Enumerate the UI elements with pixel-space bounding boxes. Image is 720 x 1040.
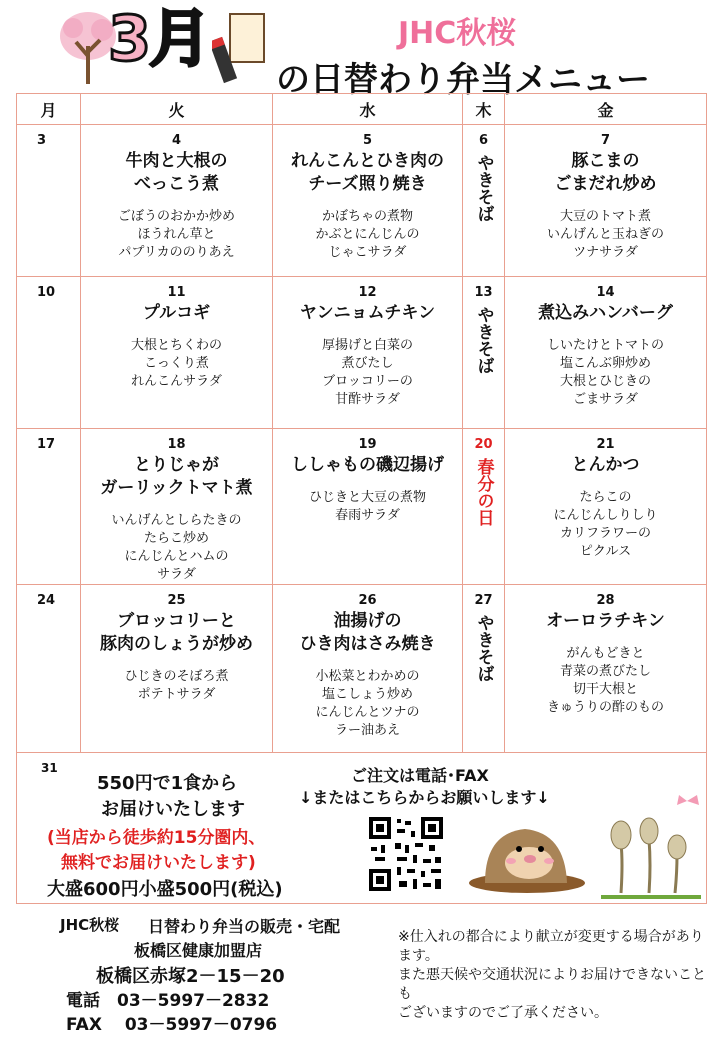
side-dish-line: かぼちゃの煮物 (321, 209, 413, 224)
qr-code[interactable] (367, 815, 445, 893)
price-line1: 550円で1食から (97, 773, 238, 794)
side-dish-line: 甘酢サラダ (335, 392, 400, 407)
weekday-wed: 水 (273, 94, 463, 125)
footer-branch: 板橋区健康加盟店 (134, 941, 263, 960)
page-subtitle: の日替わり弁当メニュー (276, 60, 650, 100)
main-dish-line: とりじゃが (134, 455, 219, 475)
menu-table (16, 93, 707, 904)
main-dish-line: べっこう煮 (134, 174, 219, 194)
side-dishes (273, 668, 462, 740)
side-dish-line: サラダ (157, 567, 196, 582)
side-dish-line: 春雨サラダ (335, 508, 400, 523)
main-dish-line: ガーリックトマト煮 (100, 478, 253, 498)
order-line2: ↓またはこちらからお願いします↓ (299, 788, 550, 807)
side-dish-line: ひじきと大豆の煮物 (308, 490, 426, 505)
menu-cell-wed (273, 277, 463, 429)
monday-cell (17, 277, 81, 429)
notice-line1: ※仕入れの都合により献立が変更する場合があります。 (398, 929, 704, 964)
side-dish-line: パプリカののりあえ (118, 245, 235, 260)
menu-cell-fri (505, 429, 707, 585)
side-dish-line: ブロッコリーの (322, 374, 413, 389)
side-dish-line: こっくり煮 (144, 356, 209, 371)
footer-shop-name: JHC秋桜 (60, 916, 120, 934)
date-number: 27 (474, 593, 493, 608)
notice-line2: また悪天候や交通状況によりお届けできないことも (398, 967, 706, 1002)
month-title: 3月 (108, 2, 210, 75)
menu-cell-thu (463, 585, 505, 753)
side-dish-line: かぶとにんじんの (315, 227, 420, 242)
brand-name: JHC秋桜 (398, 16, 517, 51)
price-line2: お届けいたします (101, 799, 245, 820)
date-31: 31 (41, 761, 58, 775)
main-dish-line: 牛肉と大根の (125, 151, 228, 171)
side-dish-line: ラー油あえ (334, 723, 400, 738)
footer (0, 906, 720, 1040)
menu-cell-thu (463, 277, 505, 429)
side-dish-line: にんじんとツナの (315, 705, 420, 720)
side-dish-line: れんこんサラダ (131, 374, 222, 389)
side-dish-line: じゃこサラダ (328, 245, 407, 260)
week-row-5 (17, 753, 707, 904)
date-number: 24 (37, 593, 56, 608)
date-number: 21 (596, 437, 615, 452)
main-dish (505, 150, 706, 196)
main-dish-line: チーズ照り焼き (308, 174, 427, 194)
menu-cell-tue (81, 277, 273, 429)
side-dish-line: がんもどきと (566, 646, 645, 661)
side-dish-line: いんげんとしらたきの (111, 513, 242, 528)
date-number: 25 (167, 593, 186, 608)
date-number: 7 (600, 133, 611, 148)
header (0, 0, 720, 100)
side-dishes (505, 208, 706, 262)
side-dishes (505, 645, 706, 717)
side-dish-line: ツナサラダ (573, 245, 638, 260)
main-dish (505, 610, 706, 633)
side-dishes (273, 208, 462, 262)
weekday-thu: 木 (463, 94, 505, 125)
main-dish (505, 302, 706, 325)
side-dish-line: いんげんと玉ねぎの (546, 227, 664, 242)
main-dish (81, 454, 272, 500)
thursday-menu: やきそば (473, 614, 494, 682)
menu-cell-tue (81, 125, 273, 277)
butterbur-sprouts-icon (591, 793, 711, 903)
date-number: 17 (37, 437, 56, 452)
side-dish-line: たらこの (579, 490, 632, 505)
side-dish-line: 大豆のトマト煮 (559, 209, 651, 224)
main-dish-line: 煮込みハンバーグ (538, 303, 673, 323)
footer-tel[interactable]: 電話 03－5997－2832 (66, 991, 270, 1011)
main-dish (81, 150, 272, 196)
main-dish-line: とんかつ (571, 455, 640, 475)
side-dish-line: 青菜の煮びたし (559, 664, 651, 679)
week-row-4 (17, 585, 707, 753)
main-dish-line: れんこんとひき肉の (291, 151, 444, 171)
date-number: 11 (167, 285, 186, 300)
menu-cell-thu (463, 429, 505, 585)
main-dish-line: プルコギ (142, 303, 211, 323)
thursday-menu: やきそば (473, 154, 494, 222)
monday-cell (17, 585, 81, 753)
side-dish-line: 大根とちくわの (130, 338, 222, 353)
menu-cell-fri (505, 125, 707, 277)
main-dish (273, 302, 462, 325)
side-dish-line: にんじんしりしり (553, 508, 658, 523)
thursday-menu: やきそば (473, 306, 494, 374)
menu-cell-fri (505, 277, 707, 429)
date-number: 6 (478, 133, 489, 148)
main-dish (81, 610, 272, 656)
side-dishes (505, 489, 706, 561)
menu-cell-fri (505, 585, 707, 753)
side-dishes (505, 337, 706, 409)
date-number: 18 (167, 437, 186, 452)
menu-cell-wed (273, 585, 463, 753)
menu-cell-tue (81, 585, 273, 753)
side-dishes (273, 489, 462, 525)
side-dish-line: ほうれん草と (137, 227, 216, 242)
side-dish-line: たらこ炒め (143, 531, 209, 546)
main-dish-line: 油揚げの (333, 611, 402, 631)
notice-line3: ございますのでご了承ください。 (398, 1005, 608, 1021)
weekday-header-row (17, 94, 707, 125)
main-dish (81, 302, 272, 325)
main-dish-line: 豚こまの (571, 151, 640, 171)
side-dish-line: 塩こしょう炒め (321, 687, 413, 702)
main-dish-line: ブロッコリーと (117, 611, 236, 631)
side-dishes (81, 668, 272, 704)
thursday-menu: 春分の日 (473, 458, 494, 526)
main-dish-line: 豚肉のしょうが炒め (100, 634, 253, 654)
week-row-3 (17, 429, 707, 585)
side-dishes (273, 337, 462, 409)
side-dish-line: ピクルス (579, 544, 632, 559)
delivery-line2: 無料でお届けいたします) (61, 853, 256, 873)
weekday-mon: 月 (17, 94, 81, 125)
side-dish-line: 小松菜とわかめの (315, 669, 420, 684)
menu-cell-wed (273, 429, 463, 585)
week-row-1 (17, 125, 707, 277)
main-dish-line: ひき肉はさみ焼き (299, 634, 436, 654)
side-dish-line: ポテトサラダ (137, 687, 216, 702)
date-number: 5 (362, 133, 373, 148)
date-number: 10 (37, 285, 56, 300)
weekday-fri: 金 (505, 94, 707, 125)
footer-notice (398, 928, 708, 1023)
calligraphy-brush-icon (212, 8, 272, 88)
side-dish-line: 塩こんぶ卵炒め (559, 356, 651, 371)
side-dish-line: 煮びたし (341, 356, 394, 371)
main-dish (273, 610, 462, 656)
date-number: 20 (474, 437, 493, 452)
date-number: 12 (358, 285, 377, 300)
main-dish (273, 150, 462, 196)
date-number: 4 (171, 133, 182, 148)
date-number: 14 (596, 285, 615, 300)
date-number: 13 (474, 285, 493, 300)
monday-cell (17, 429, 81, 585)
side-dish-line: カリフラワーの (559, 526, 651, 541)
side-dish-line: 厚揚げと白菜の (321, 338, 413, 353)
side-dish-line: ごぼうのおかか炒め (117, 209, 235, 224)
side-dish-line: 切干大根と (572, 682, 638, 697)
side-dish-line: きゅうりの酢のもの (546, 700, 664, 715)
size-prices: 大盛600円小盛500円(税込) (47, 879, 283, 900)
main-dish-line: ししゃもの磯辺揚げ (291, 455, 444, 475)
side-dishes (81, 337, 272, 391)
footer-fax: FAX 03－5997－0796 (66, 1015, 278, 1035)
side-dish-line: にんじんとハムの (124, 549, 229, 564)
side-dish-line: しいたけとトマトの (546, 338, 664, 353)
week-row-2 (17, 277, 707, 429)
main-dish (505, 454, 706, 477)
order-line1: ご注文は電話･FAX (351, 766, 489, 785)
mole-illustration-icon (467, 813, 587, 893)
menu-cell-wed (273, 125, 463, 277)
weekday-tue: 火 (81, 94, 273, 125)
side-dish-line: ひじきのそぼろ煮 (124, 669, 229, 684)
main-dish (273, 454, 462, 477)
delivery-line1: (当店から徒歩約15分圏内、 (47, 828, 266, 848)
footer-address: 板橋区赤塚2－15－20 (96, 966, 285, 987)
date-number: 19 (358, 437, 377, 452)
side-dish-line: 大根とひじきの (559, 374, 651, 389)
side-dish-line: ごまサラダ (573, 392, 638, 407)
main-dish-line: オーロラチキン (546, 611, 665, 631)
menu-cell-thu (463, 125, 505, 277)
footer-description: 日替わり弁当の販売・宅配 (148, 917, 341, 936)
menu-cell-tue (81, 429, 273, 585)
date-number: 28 (596, 593, 615, 608)
main-dish-line: ヤンニョムチキン (299, 303, 436, 323)
delivery-info (17, 753, 706, 903)
side-dishes (81, 512, 272, 584)
date-number: 3 (37, 133, 47, 148)
side-dishes (81, 208, 272, 262)
monday-cell (17, 125, 81, 277)
main-dish-line: ごまだれ炒め (554, 174, 657, 194)
date-number: 26 (358, 593, 377, 608)
